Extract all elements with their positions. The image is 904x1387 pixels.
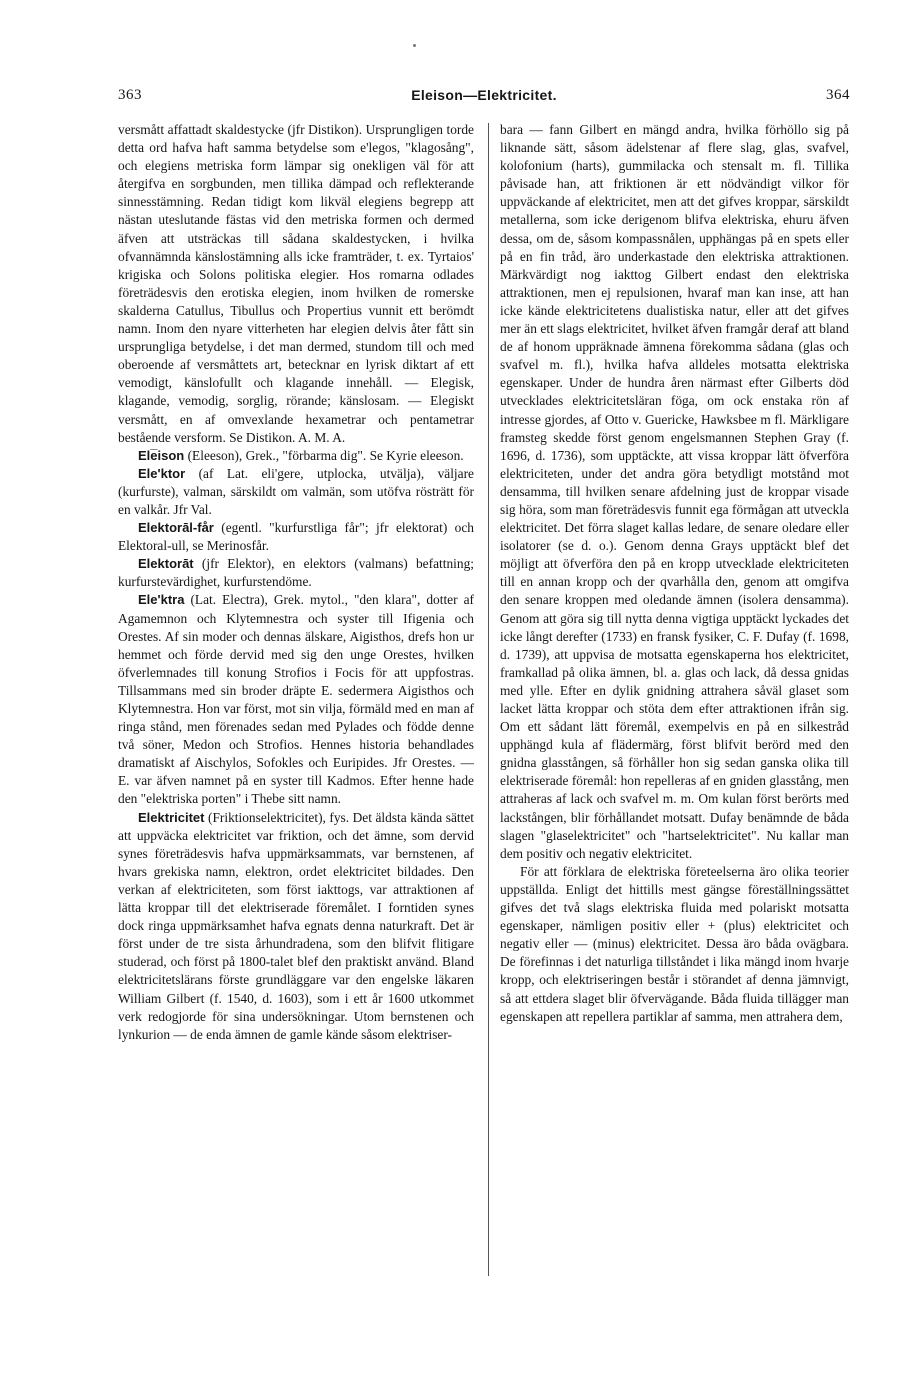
headword: Ele̅ison — [138, 447, 185, 463]
entry-eleison — [118, 447, 474, 465]
running-header — [118, 87, 850, 111]
column-divider — [488, 123, 489, 1276]
entry-elektricitet — [118, 809, 474, 1044]
right-column — [500, 121, 849, 1026]
entry-text: (jfr Elektor), en elektors (valmans) befattning; kurfurstevärdighet, kurfurstendöme. — [118, 556, 474, 590]
entry-text: (Eleeson), Grek., "förbarma dig". Se Kyrie eleeson. — [184, 447, 464, 463]
page-number-right: 364 — [826, 87, 850, 103]
headword: Ele'ktra — [138, 592, 185, 608]
elektricitet-theory-paragraph: För att förklara de elektriska företeelserna äro olika teorier uppställda. Enligt det hittills mest gängse föreställningssättet gifves det två slags elektriska fluida med polariskt motsatta egenskaper, nämligen positiv eller + (plus) elektricitet och negativ eller — (minus) elektricitet. Dessa äro båda ovägbara. De förefinnas i det naturliga tillståndet i lika mängd inom hvarje kropp, och elektriseringen består i störandet af denna jämnvigt, så att ettdera slaget blir öfvervägande. Båda fluida tillägger man egenskapen att repellera partiklar af samma, men attrahera dem, — [500, 863, 849, 1024]
headword: Elektorāt — [138, 556, 194, 572]
headword: Ele'ktor — [138, 465, 186, 481]
entry-text: (Lat. Electra), Grek. mytol., "den klara", dotter af Agamemnon och Klytemnestra och syster till Ifigenia och Orestes. Af sin moder och dennas älskare, Aigisthos, drefs hon ur hemmet och förde dervid med sig den unge Orestes, hvilken öfverlemnades till konung Strofios i Focis för att uppfostras. Tillsammans med sin broder dräpte E. sedermera Aigisthos och Klytemnestra. Hon var först, mot sin vilja, förmäld med en man af ringa stånd, men förenades sedan med Pylades och födde denne två söner, Medon och Strofios. Hennes historia behandlades dramatiskt af Aischylos, Sofokles och Euripides. Jfr Orestes. — E. var äfven namnet på en syster till Kadmos. Efter henne hade den "elektriska porten" i Thebe sitt namn. — [118, 592, 474, 807]
headword: Elektricitet — [138, 809, 205, 825]
entry-text: (af Lat. eli'gere, utplocka, utvälja), väljare (kurfurste), valman, särskildt om valmän, som utöfva rösträtt för en valkår. Jfr Val. — [118, 465, 474, 517]
headword: Elektorāl-får — [138, 520, 214, 536]
entry-text: (egentl. "kurfurstliga får"; jfr elektorat) och Elektoral-ull, se Merinosfår. — [118, 520, 474, 554]
entry-elektra — [118, 591, 474, 808]
entry-elektorat — [118, 555, 474, 591]
left-column — [118, 121, 474, 1044]
elektricitet-continuation: bara — fann Gilbert en mängd andra, hvilka förhöllo sig på liknande sätt, såsom ädelstenar af flere slag, glas, svafvel, kolofonium (harts), gummilacka och stensalt m. fl. Tillika påvisade han, att friktionen är ett nödvändigt vilkor för uppväckande af elektricitet, men att det gifves kroppar, särskildt metallerna, som icke derigenom blifva elektriska, ehuru äfven dessa, om de, såsom kompassnålen, upphängas på en spets eller på en fin tråd, äro underkastade den elektriska attraktionen. Märkvärdigt nog iakttog Gilbert endast den elektriska attraktionen, men ej repulsionen, hvaraf man kan inse, att han icke kände elektricitetens dualistiska natur, eller att det gifves mer än ett slags elektricitet, hvilket äfven framgår deraf att bland de af honom uppräknade ämnena förekomma sådana (glas och svafvel m. fl.), hvilka hafva alldeles motsatta elektriska egenskaper. Under de hundra åren närmast efter Gilberts död utvecklades elektricitetsläran föga, om ock enstaka rön af intresse gjordes, af Otto v. Guericke, Hawksbee m fl. Märkligare framsteg skedde först genom engelsmannen Stephen Gray (f. 1696, d. 1736), som upptäckte, att vissa kroppar lätt öfverföra elektriciteten, under det andra göra betydligt motstånd mot densamma, till hvilken senare afdelning just de kroppar visade sig höra, som man företrädesvis funnit ega förmågan att utveckla elektricitet. Det förra slaget kallas ledare, de senare oledare eller isolatorer (se d. o.). Genom denna Grays upptäckt blef det möjligt att öfverföra den på en kropp utvecklade elektriciteten till en annan kropp och der qvarhålla den, genom att omgifva den senare kroppen med oledande ämnen (isolera densamma). Genom att göra sig till nytta denna vigtiga upptäckt lyckades det icke långt derefter (1733) en fransk fysiker, C. F. Dufay (f. 1698, d. 1739), att uppvisa de motsatta egenskaperna hos elektricitet, framkallad på olika ämnen, bl. a. glas och lack, då dessa gnidas med ylle. Efter en dylik gnidning attrahera såväl glaset som lacket lätta kroppar och stöta dem efter attraktionen ifrån sig. Om ett sådant lätt föremål, exempelvis en på en silkestråd upphängd kula af flädermärg, först blifvit berörd med den gnidna glasstången, så förhåller hon sig sedan ganska olika till elektriserade föremål: hon repelleras af en gniden glasstång, men attraheras af lack och svafvel m. m. Om kulan först berörts med lackstången, blir förhållandet motsatt. Dufay benämnde de båda slagen "glaselektricitet" och "hartselektricitet". Nu kallar man dem positiv och negativ elektricitet. — [500, 122, 849, 861]
page-number-left: 363 — [118, 87, 142, 103]
entry-elektor — [118, 465, 474, 519]
entry-text: (Friktionselektricitet), fys. Det äldsta kända sättet att uppväcka elektricitet var friktion, och det ämne, som dervid synes företrädesvis hafva uppmärksammats, var bernstenen, af hvars grekiska namn, elektron, ordet elektricitet bildades. Den verkan af elektriciteten, som först iakttogs, var attraktionen af lätta kroppar till det elektriserade föremålet. I forntiden synes dock ringa uppmärksamhet hafva egnats denna naturkraft. Det är först under de tre sista århundradena, som den blifvit flitigare studerad, och först på 1800-talet blef den praktiskt använd. Bland elektricitetslärans förste grundläggare var den engelske läkaren William Gilbert (f. 1540, d. 1603), som i ett år 1600 utkommet verk redogjorde för sina undersökningar. Utom bernstenen och lynkurion — de enda ämnen de gamle kände såsom elektriser- — [118, 809, 474, 1042]
elegi-continuation: versmått affattadt skaldestycke (jfr Distikon). Ursprungligen torde detta ord hafva haft samma betydelse som e'legos, "klagosång", och elegiens metriska form lämpar sig onekligen väl för att återgifva en sorgbunden, men tillika dämpad och reflekterande sinnesstämning. Redan tidigt kom likväl elegiens begrepp att nästan uteslutande fästas vid den metriska formen och dermed äfven att utsträckas till sådana skaldestycken, i hvilka ofvannämnda känslostämning alls icke framträder, t. ex. Tyrtaios' krigiska och Solons politiska elegier. Hos romarna odlades företrädesvis den erotiska elegien, inom hvilken de romerske skalderna Catullus, Tibullus och Propertius vunnit ett berömdt namn. Inom den nyare vitterheten har elegien delvis åter fått sin ursprungliga betydelse, i det man dermed, stundom till och med oberoende af versmåttets art, betecknar en lyrisk diktart af ett vemodigt, känslofullt och klagande innehåll. — Elegisk, klagande, vemodig, sorglig, rörande; känslosam. — Elegiskt versmått, en af omvexlande hexametrar och pentametrar bestående versform. Se Distikon. A. M. A. — [118, 122, 474, 445]
speck-mark — [413, 44, 416, 47]
running-title: Eleison—Elektricitet. — [411, 87, 557, 103]
entry-elektoral-far — [118, 519, 474, 555]
